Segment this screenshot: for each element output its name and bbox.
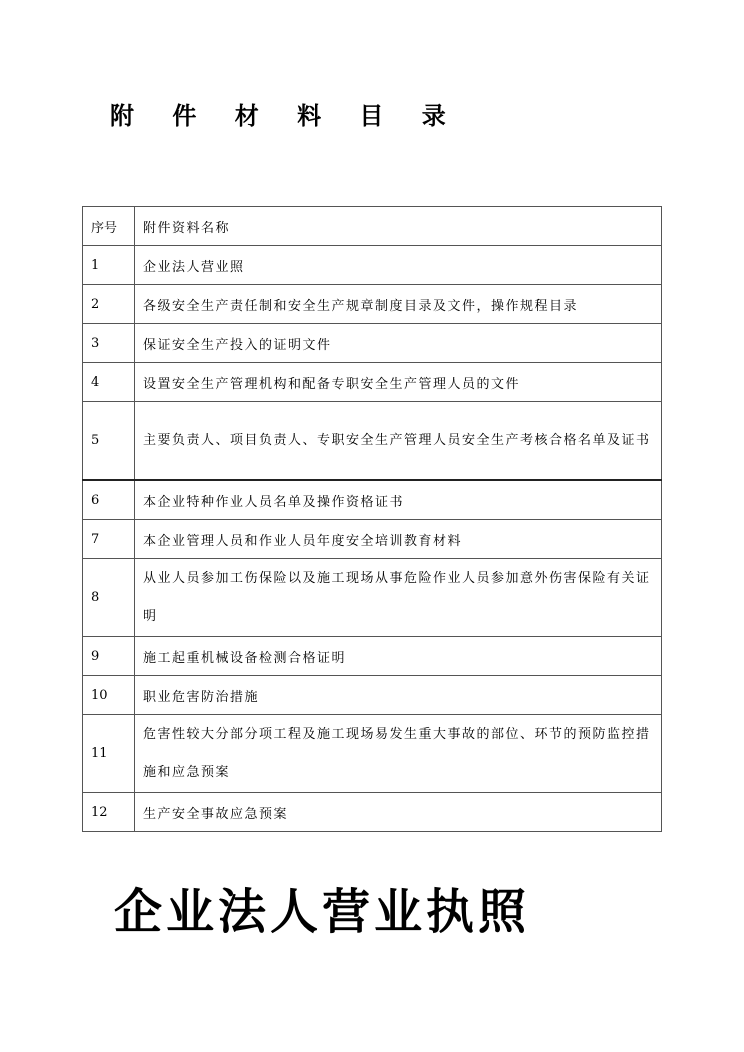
- row-name: 本企业特种作业人员名单及操作资格证书: [135, 480, 662, 520]
- table-row: [83, 520, 662, 559]
- header-name: 附件资料名称: [135, 207, 662, 246]
- table-row: [83, 480, 662, 520]
- row-no: 11: [83, 715, 135, 793]
- table-row: [83, 715, 662, 793]
- table-row: [83, 363, 662, 402]
- row-name: 设置安全生产管理机构和配备专职安全生产管理人员的文件: [135, 363, 662, 402]
- row-no: 7: [83, 520, 135, 559]
- row-no: 3: [83, 324, 135, 363]
- row-no: 1: [83, 246, 135, 285]
- document-title: 附 件 材 料 目 录: [110, 101, 461, 130]
- table-header-row: [83, 207, 662, 246]
- section-heading: 企业法人营业执照: [114, 884, 531, 940]
- row-no: 4: [83, 363, 135, 402]
- row-name: 职业危害防治措施: [135, 676, 662, 715]
- row-no: 6: [83, 480, 135, 520]
- table-row: [83, 402, 662, 481]
- row-no: 9: [83, 637, 135, 676]
- table-row: [83, 285, 662, 324]
- row-no: 10: [83, 676, 135, 715]
- attachment-list-table: [82, 206, 662, 832]
- table-row: [83, 793, 662, 832]
- row-name: 本企业管理人员和作业人员年度安全培训教育材料: [135, 520, 662, 559]
- row-no: 8: [83, 559, 135, 637]
- table-row: [83, 324, 662, 363]
- header-no: 序号: [83, 207, 135, 246]
- row-name: 危害性较大分部分项工程及施工现场易发生重大事故的部位、环节的预防监控措施和应急预案: [135, 715, 662, 793]
- table-row: [83, 246, 662, 285]
- row-no: 5: [83, 402, 135, 481]
- table-row: [83, 676, 662, 715]
- row-name: 各级安全生产责任制和安全生产规章制度目录及文件，操作规程目录: [135, 285, 662, 324]
- row-no: 2: [83, 285, 135, 324]
- row-no: 12: [83, 793, 135, 832]
- row-name: 保证安全生产投入的证明文件: [135, 324, 662, 363]
- row-name: 施工起重机械设备检测合格证明: [135, 637, 662, 676]
- row-name: 主要负责人、项目负责人、专职安全生产管理人员安全生产考核合格名单及证书: [135, 402, 662, 481]
- row-name: 生产安全事故应急预案: [135, 793, 662, 832]
- row-name: 企业法人营业照: [135, 246, 662, 285]
- row-name: 从业人员参加工伤保险以及施工现场从事危险作业人员参加意外伤害保险有关证明: [135, 559, 662, 637]
- table-row: [83, 637, 662, 676]
- table-row: [83, 559, 662, 637]
